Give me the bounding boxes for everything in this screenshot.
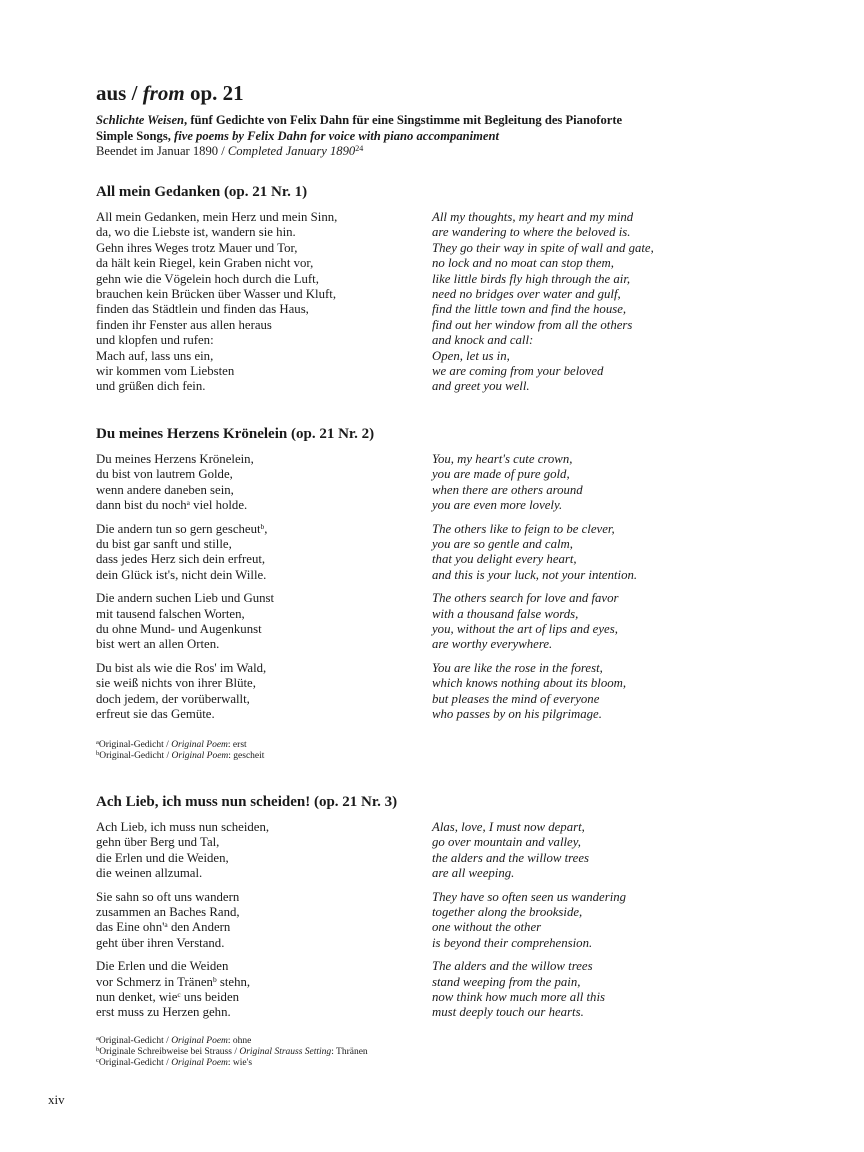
verse-line: They go their way in spite of wall and gate, <box>432 240 654 255</box>
stanza <box>432 820 762 882</box>
verse-line: together along the brookside, <box>432 905 583 920</box>
collection-english <box>96 129 756 145</box>
stanza <box>432 210 762 395</box>
verse-line: wenn andere daneben sein, <box>96 482 234 497</box>
completed-en: Completed January 1890 <box>227 144 356 158</box>
verse-line: but pleases the mind of everyone <box>432 691 600 706</box>
verse-line: which knows nothing about its bloom, <box>432 676 627 691</box>
verse-line: The alders and the willow trees <box>432 959 593 974</box>
song-2 <box>96 424 756 722</box>
verse-line: doch jedem, der vorüberwallt, <box>96 691 250 706</box>
collection-info <box>96 113 756 160</box>
verse-line: die Erlen und die Weiden, <box>96 850 229 865</box>
song-title <box>96 424 756 444</box>
completed-de: Beendet im Januar 1890 / <box>96 144 228 158</box>
song-1 <box>96 182 756 394</box>
footnote: $^a$Original-Gedicht / Original Poem: erst <box>96 739 247 750</box>
verse-line: find out her window from all the others <box>432 317 633 332</box>
verse-line: You are like the rose in the forest, <box>432 660 603 675</box>
verse-line: Du bist als wie die Ros' im Wald, <box>96 660 267 675</box>
verse-line: Mach auf, lass uns ein, <box>96 348 214 363</box>
verse-line: one without the other <box>432 920 542 935</box>
verse-line: the alders and the willow trees <box>432 850 589 865</box>
footnote-label: Original Poem <box>171 740 228 750</box>
footnote-mark: b <box>96 750 100 757</box>
song-title-text: Du meines Herzens Krönelein <box>96 426 288 442</box>
collection-desc-de: , fünf Gedichte von Felix Dahn für eine Singstimme mit Begleitung des Pianoforte <box>184 113 623 127</box>
verse-line: das Eine $ohn'^a$ den Andern <box>96 920 231 935</box>
verse-line: are all weeping. <box>432 866 515 881</box>
verse-line: Die andern tun so gern gescheut$^b$, <box>96 521 268 536</box>
title-italic: from <box>142 81 185 105</box>
stanza <box>96 522 426 584</box>
stanza <box>432 452 762 514</box>
verse-line: and knock and call: <box>432 333 534 348</box>
verse-line: who passes by on his pilgrimage. <box>432 707 602 722</box>
verse-line: must deeply touch our hearts. <box>432 1005 584 1020</box>
footnote-mark: a <box>186 498 190 508</box>
verse-line: wir kommen vom Liebsten <box>96 364 235 379</box>
collection-title-en: Simple Songs, <box>96 128 171 143</box>
song-2-footnotes <box>96 740 264 762</box>
collection-title-de: Schlichte Weisen <box>96 113 185 127</box>
footnote-mark: c <box>96 1057 99 1064</box>
completion-date <box>96 144 756 160</box>
verse-line: Alas, love, I must now depart, <box>432 820 585 834</box>
verse-line: need no bridges over water and gulf, <box>432 287 621 302</box>
footnote-label: Original Poem <box>171 1058 228 1068</box>
title-prefix: aus / <box>96 81 143 105</box>
verse-line: Sie sahn so oft uns wandern <box>96 889 240 904</box>
verse-line: Open, let us in, <box>432 348 510 363</box>
verse-line: stand weeping from the pain, <box>432 974 581 989</box>
verse-line: The others search for love and favor <box>432 591 619 606</box>
footnote-mark: b <box>96 1046 100 1053</box>
footnote: $^b$Original-Gedicht / Original Poem: gescheit <box>96 750 265 761</box>
verse-line: no lock and no moat can stop them, <box>432 256 614 271</box>
verse-line: Du meines Herzens Krönelein, <box>96 452 254 466</box>
stanza <box>96 210 426 395</box>
verse-line: mit tausend falschen Worten, <box>96 606 245 621</box>
verse-line: you, without the art of lips and eyes, <box>432 622 618 637</box>
page-content <box>96 80 756 160</box>
song-title <box>96 792 756 812</box>
verse-line: go over mountain and valley, <box>432 835 581 850</box>
stanza <box>96 959 426 1021</box>
song-3-footnotes <box>96 1036 368 1069</box>
footnote: $^c$Original-Gedicht / Original Poem: wie's <box>96 1057 253 1068</box>
verse-line: nun denket, wie$^c$ uns beiden <box>96 990 240 1005</box>
verse-line: die weinen allzumal. <box>96 866 203 881</box>
verse-line: da hält kein Riegel, kein Graben nicht vor, <box>96 256 314 271</box>
verse-line: you are so gentle and calm, <box>432 537 573 552</box>
verse-line: we are coming from your beloved <box>432 364 604 379</box>
song-title <box>96 182 756 202</box>
verse-line: sie weiß nichts von ihrer Blüte, <box>96 676 256 691</box>
footnote: $^b$Originale Schreibweise bei Strauss / Original Strauss Setting: Thränen <box>96 1046 368 1057</box>
verse-line: is beyond their comprehension. <box>432 935 593 950</box>
english-text <box>432 820 762 1029</box>
verse-line: du bist gar sanft und stille, <box>96 537 232 552</box>
footnote-ref: 24 <box>355 144 364 153</box>
verse-line: like little birds fly high through the air, <box>432 271 631 286</box>
footnote-mark: b <box>212 974 217 984</box>
verse-line: geht über ihren Verstand. <box>96 935 225 950</box>
verse-line: find the little town and find the house, <box>432 302 627 317</box>
stanza <box>432 890 762 952</box>
footnote: $^a$Original-Gedicht / Original Poem: ohne <box>96 1035 252 1046</box>
english-text <box>432 452 762 731</box>
verse-line: you are even more lovely. <box>432 498 563 513</box>
song-title-text: All mein Gedanken <box>96 184 221 200</box>
page-number: xiv <box>48 1092 65 1107</box>
verse-line: zusammen an Baches Rand, <box>96 905 240 920</box>
verse-line: dein Glück ist's, nicht dein Wille. <box>96 567 267 582</box>
verse-line: erfreut sie das Gemüte. <box>96 707 215 722</box>
verse-line: und grüßen dich fein. <box>96 379 206 394</box>
verse-line: They have so often seen us wandering <box>432 889 627 904</box>
verse-line: gehn wie die Vögelein hoch durch die Luft, <box>96 271 319 286</box>
verse-line: dass jedes Herz sich dein erfreut, <box>96 552 266 567</box>
stanza <box>96 820 426 882</box>
collection-german <box>96 113 756 129</box>
verse-line: The others like to feign to be clever, <box>432 521 615 536</box>
song-opus: (op. 21 Nr. 3) <box>310 794 398 810</box>
verse-line: und klopfen und rufen: <box>96 333 214 348</box>
footnote-label: Original Strauss Setting <box>239 1047 332 1057</box>
song-opus: (op. 21 Nr. 1) <box>220 184 308 200</box>
verse-line: and this is your luck, not your intention. <box>432 567 638 582</box>
verse-line: finden ihr Fenster aus allen heraus <box>96 317 272 332</box>
verse-line: You, my heart's cute crown, <box>432 452 573 466</box>
stanza <box>96 452 426 514</box>
footnote-mark: a <box>164 920 168 930</box>
verse-line: Ach Lieb, ich muss nun scheiden, <box>96 820 270 834</box>
page-title <box>96 80 756 106</box>
title-suffix: op. 21 <box>184 81 244 105</box>
stanza <box>432 959 762 1021</box>
verse-line: bist wert an allen Orten. <box>96 637 220 652</box>
verse-line: finden das Städtlein und finden das Haus, <box>96 302 309 317</box>
german-text <box>96 452 426 731</box>
stanza <box>432 522 762 584</box>
verse-line: Die Erlen und die Weiden <box>96 959 229 974</box>
footnote-label: Original Poem <box>171 1036 228 1046</box>
verse-line: are wandering to where the beloved is. <box>432 225 631 240</box>
verse-line: vor Schmerz in Tränen$^b$ stehn, <box>96 974 251 989</box>
verse-line: du ohne Mund- und Augenkunst <box>96 622 262 637</box>
verse-line: and greet you well. <box>432 379 530 394</box>
verse-line: da, wo die Liebste ist, wandern sie hin. <box>96 225 296 240</box>
verse-line: All my thoughts, my heart and my mind <box>432 210 634 224</box>
verse-line: are worthy everywhere. <box>432 637 553 652</box>
stanza <box>96 890 426 952</box>
footnote-mark: a <box>96 1035 99 1042</box>
verse-line: that you delight every heart, <box>432 552 577 567</box>
verse-line: du bist von lautrem Golde, <box>96 467 233 482</box>
verse-line: you are made of pure gold, <box>432 467 570 482</box>
verse-line: Gehn ihres Weges trotz Mauer und Tor, <box>96 240 298 255</box>
verse-line: Die andern suchen Lieb und Gunst <box>96 591 275 606</box>
verse-line: gehn über Berg und Tal, <box>96 835 220 850</box>
song-title-text: Ach Lieb, ich muss nun scheiden! <box>96 794 311 810</box>
german-text <box>96 210 426 403</box>
stanza <box>96 661 426 723</box>
footnote-mark: a <box>96 739 99 746</box>
footnote-mark: b <box>260 521 265 531</box>
collection-desc-en: five poems by Felix Dahn for voice with piano accompaniment <box>170 128 500 143</box>
german-text <box>96 820 426 1029</box>
song-opus: (op. 21 Nr. 2) <box>287 426 375 442</box>
verse-line: All mein Gedanken, mein Herz und mein Sinn, <box>96 210 338 224</box>
verse-line: now think how much more all this <box>432 990 605 1005</box>
verse-line: erst muss zu Herzen gehn. <box>96 1005 231 1020</box>
verse-line: with a thousand false words, <box>432 606 579 621</box>
verse-line: dann bist du noch$^a$ viel holde. <box>96 498 248 513</box>
footnote-label: Original Poem <box>171 751 229 761</box>
footnote-mark: c <box>177 990 181 1000</box>
verse-line: brauchen kein Brücken über Wasser und Kluft, <box>96 287 337 302</box>
stanza <box>432 661 762 723</box>
verse-line: when there are others around <box>432 482 583 497</box>
english-text <box>432 210 762 403</box>
stanza <box>432 591 762 653</box>
stanza <box>96 591 426 653</box>
song-3 <box>96 792 756 1020</box>
